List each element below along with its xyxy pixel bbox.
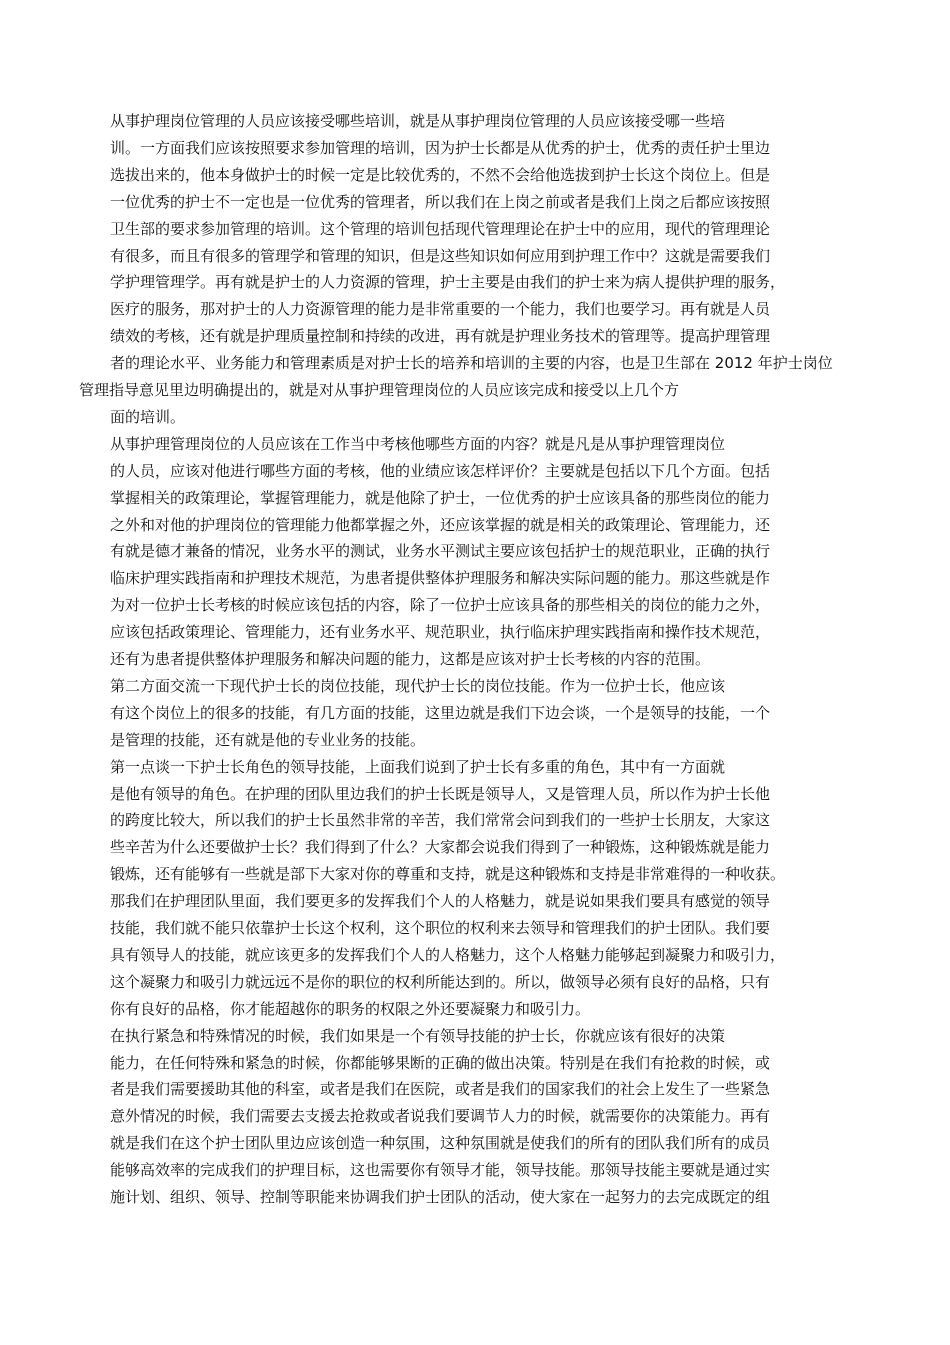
text-line: 是他有领导的角色。在护理的团队里边我们的护士长既是领导人，又是管理人员，所以作为护士长他: [110, 784, 771, 803]
text-line: 临床护理实践指南和护理技术规范，为患者提供整体护理服务和解决实际问题的能力。那这些就是作: [110, 569, 771, 588]
text-line: 能够高效率的完成我们的护理目标，这也需要你有领导才能，领导技能。那领导技能主要就是通过实: [110, 1161, 771, 1180]
text-line: 者是我们需要援助其他的科室，或者是我们在医院，或者是我们的国家我们的社会上发生了一些紧急: [110, 1080, 771, 1099]
text-line: 从事护理管理岗位的人员应该在工作当中考核他哪些方面的内容？就是凡是从事护理管理岗位: [110, 434, 726, 453]
text-line: 意外情况的时候，我们需要去支援去抢救或者说我们要调节人力的时候，就需要你的决策能力。再有: [110, 1107, 771, 1126]
text-line: 第二方面交流一下现代护士长的岗位技能，现代护士长的岗位技能。作为一位护士长，他应该: [110, 676, 726, 695]
text-line: 能力，在任何特殊和紧急的时候，你都能够果断的正确的做出决策。特别是在我们有抢救的时候，或: [110, 1053, 771, 1072]
text-line: 有这个岗位上的很多的技能，有几方面的技能，这里边就是我们下边会谈，一个是领导的技能，一个: [110, 703, 771, 722]
text-line: 从事护理岗位管理的人员应该接受哪些培训，就是从事护理岗位管理的人员应该接受哪一些培: [110, 112, 726, 130]
text-line: 具有领导人的技能，就应该更多的发挥我们个人的人格魅力，这个人格魅力能够起到凝聚力和吸引力，: [110, 945, 786, 964]
text-line: 掌握相关的政策理论，掌握管理能力，就是他除了护士，一位优秀的护士应该具备的那些岗位的能力: [110, 488, 771, 507]
text-line: 学护理管理学。再有就是护士的人力资源的管理，护士主要是由我们的护士来为病人提供护理的服务，: [110, 273, 786, 292]
text-line: 为对一位护士长考核的时候应该包括的内容，除了一位护士应该具备的那些相关的岗位的能力之外，: [110, 596, 771, 615]
text-line: 些辛苦为什么还要做护士长？我们得到了什么？大家都会说我们得到了一种锻炼，这种锻炼就是能力: [110, 838, 771, 857]
text-line: 施计划、组织、领导、控制等职能来协调我们护士团队的活动，使大家在一起努力的去完成既定的组: [110, 1188, 771, 1206]
text-line: 的跨度比较大，所以我们的护士长虽然非常的辛苦，我们常常会问到我们的一些护士长朋友，大家这: [110, 811, 771, 830]
text-line: 应该包括政策理论、管理能力，还有业务水平、规范职业，执行临床护理实践指南和操作技术规范，: [110, 623, 771, 642]
text-line: 选拔出来的，他本身做护士的时候一定是比较优秀的，不然不会给他选拔到护士长这个岗位上。但是: [110, 165, 771, 184]
text-line: 一位优秀的护士不一定也是一位优秀的管理者，所以我们在上岗之前或者是我们上岗之后都应该按照: [110, 192, 771, 211]
text-line: 第一点谈一下护士长角色的领导技能，上面我们说到了护士长有多重的角色，其中有一方面就: [110, 757, 726, 776]
text-line: 还有为患者提供整体护理服务和解决问题的能力，这都是应该对护士长考核的内容的范围。: [110, 650, 711, 668]
text-line: 那我们在护理团队里面，我们要更多的发挥我们个人的人格魅力，就是说如果我们要具有感觉的领导: [110, 892, 771, 911]
text-line: 有就是德才兼备的情况，业务水平的测试，业务水平测试主要应该包括护士的规范职业，正确的执行: [110, 542, 771, 561]
text-line: 卫生部的要求参加管理的培训。这个管理的培训包括现代管理理论在护士中的应用，现代的管理理论: [110, 219, 771, 238]
text-line: 医疗的服务，那对护士的人力资源管理的能力是非常重要的一个能力，我们也要学习。再有就是人员: [110, 300, 771, 319]
text-line: 训。一方面我们应该按照要求参加管理的培训，因为护士长都是从优秀的护士，优秀的责任护士里边: [110, 138, 771, 157]
text-line: 锻炼，还有能够有一些就是部下大家对你的尊重和支持，就是这种锻炼和支持是非常难得的一种收获。: [110, 865, 786, 884]
text-line: 就是我们在这个护士团队里边应该创造一种氛围，这种氛围就是使我们的所有的团队我们所有的成员: [110, 1134, 771, 1153]
text-line: 的人员，应该对他进行哪些方面的考核，他的业绩应该怎样评价？主要就是包括以下几个方面。包括: [110, 461, 771, 480]
text-line: 这个凝聚力和吸引力就远远不是你的职位的权利所能达到的。所以，做领导必须有良好的品格，只有: [110, 972, 771, 991]
text-line: 你有良好的品格，你才能超越你的职务的权限之外还要凝聚力和吸引力。: [110, 999, 591, 1018]
text-line: 之外和对他的护理岗位的管理能力他都掌握之外，还应该掌握的就是相关的政策理论、管理能力，还: [110, 515, 771, 534]
text-line: 是管理的技能，还有就是他的专业业务的技能。: [110, 730, 426, 749]
text-line: 技能，我们就不能只依靠护士长这个权利，这个职位的权利来去领导和管理我们的护士团队。我们要: [110, 919, 771, 937]
text-line: 面的培训。: [110, 407, 186, 426]
text-line: 者的理论水平、业务能力和管理素质是对护士长的培养和培训的主要的内容，也是卫生部在 2012 年护士岗位: [110, 354, 833, 373]
text-line: 在执行紧急和特殊情况的时候，我们如果是一个有领导技能的护士长，你就应该有很好的决策: [110, 1026, 726, 1045]
text-line: 有很多，而且有很多的管理学和管理的知识，但是这些知识如何应用到护理工作中？这就是需要我们: [110, 246, 771, 265]
text-line: 绩效的考核，还有就是护理质量控制和持续的改进，再有就是护理业务技术的管理等。提高护理管理: [110, 327, 771, 346]
text-line: 管理指导意见里边明确提出的，就是对从事护理管理岗位的人员应该完成和接受以上几个方: [79, 381, 680, 399]
